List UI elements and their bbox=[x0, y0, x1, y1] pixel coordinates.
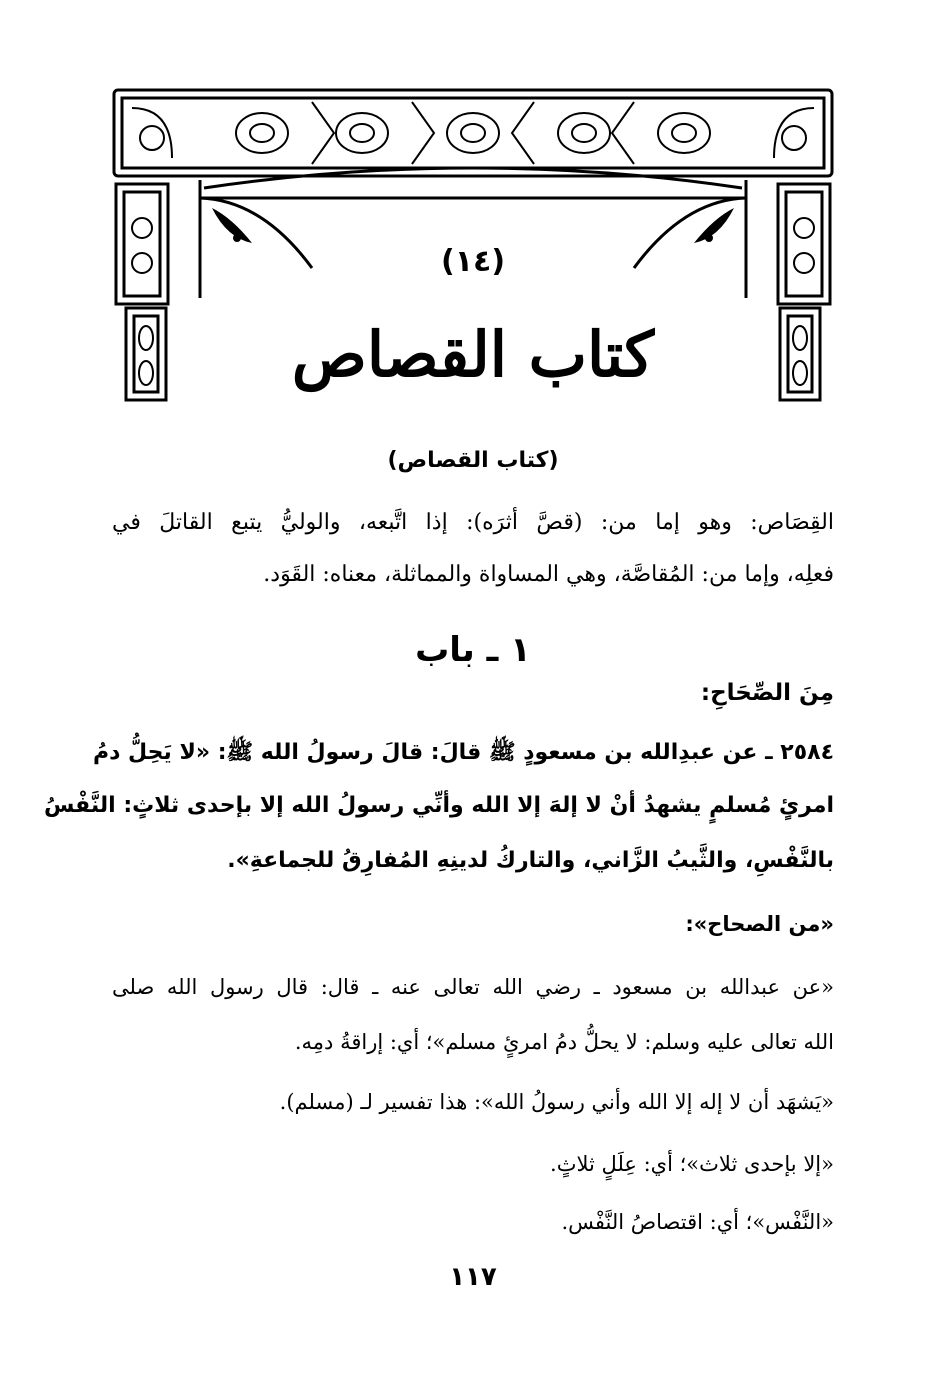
book-title: كتاب القصاص bbox=[291, 318, 655, 391]
commentary-line-1: «عن عبدالله بن مسعود ـ رضي الله تعالى عنه ـ قال: قال رسول الله صلى bbox=[112, 975, 834, 999]
hadith-line-2: امرئٍ مُسلمٍ يشهدُ أنْ لا إلهَ إلا الله وأنِّي رسولُ الله إلا بإحدى ثلاثٍ: النَّفْسُ bbox=[43, 793, 834, 818]
commentary-line-4: «إلا بإحدى ثلاث»؛ أي: عِلَلٍ ثلاثٍ. bbox=[550, 1152, 834, 1176]
chapter-heading: ١ ـ باب bbox=[415, 630, 531, 670]
chapter-number: (١٤) bbox=[440, 244, 506, 279]
commentary-line-3: «يَشهَد أن لا إله إلا الله وأني رسولُ الله»: هذا تفسير لـ (مسلم). bbox=[279, 1090, 834, 1114]
intro-line-2: فعلِه، وإما من: المُقاصَّة، وهي المساواة والمماثلة، معناه: القَوَد. bbox=[263, 562, 834, 587]
commentary-heading: «من الصحاح»: bbox=[685, 912, 834, 936]
commentary-line-2: الله تعالى عليه وسلم: لا يحلُّ دمُ امرئٍ مسلم»؛ أي: إراقةُ دمِه. bbox=[294, 1030, 834, 1054]
intro-line-1: القِصَاص: وهو إما من: (قصَّ أثرَه): إذا اتَّبعه، والوليُّ يتبع القاتلَ في bbox=[112, 510, 834, 535]
page-number: ١١٧ bbox=[449, 1262, 497, 1292]
hadith-line-3: بالنَّفْسِ، والثَّيبُ الزَّاني، والتاركُ لدينِهِ المُفارِقُ للجماعةِ». bbox=[227, 848, 834, 873]
hadith-line-1: ٢٥٨٤ ـ عن عبدِالله بن مسعودٍ ﷺ قالَ: قالَ رسولُ الله ﷺ: «لا يَحِلُّ دمُ bbox=[92, 740, 834, 765]
commentary-line-5: «النَّفْس»؛ أي: اقتصاصُ النَّفْس. bbox=[561, 1210, 834, 1234]
subheading: مِنَ الصِّحَاحِ: bbox=[700, 680, 834, 706]
section-title: (كتاب القصاص) bbox=[387, 448, 559, 473]
